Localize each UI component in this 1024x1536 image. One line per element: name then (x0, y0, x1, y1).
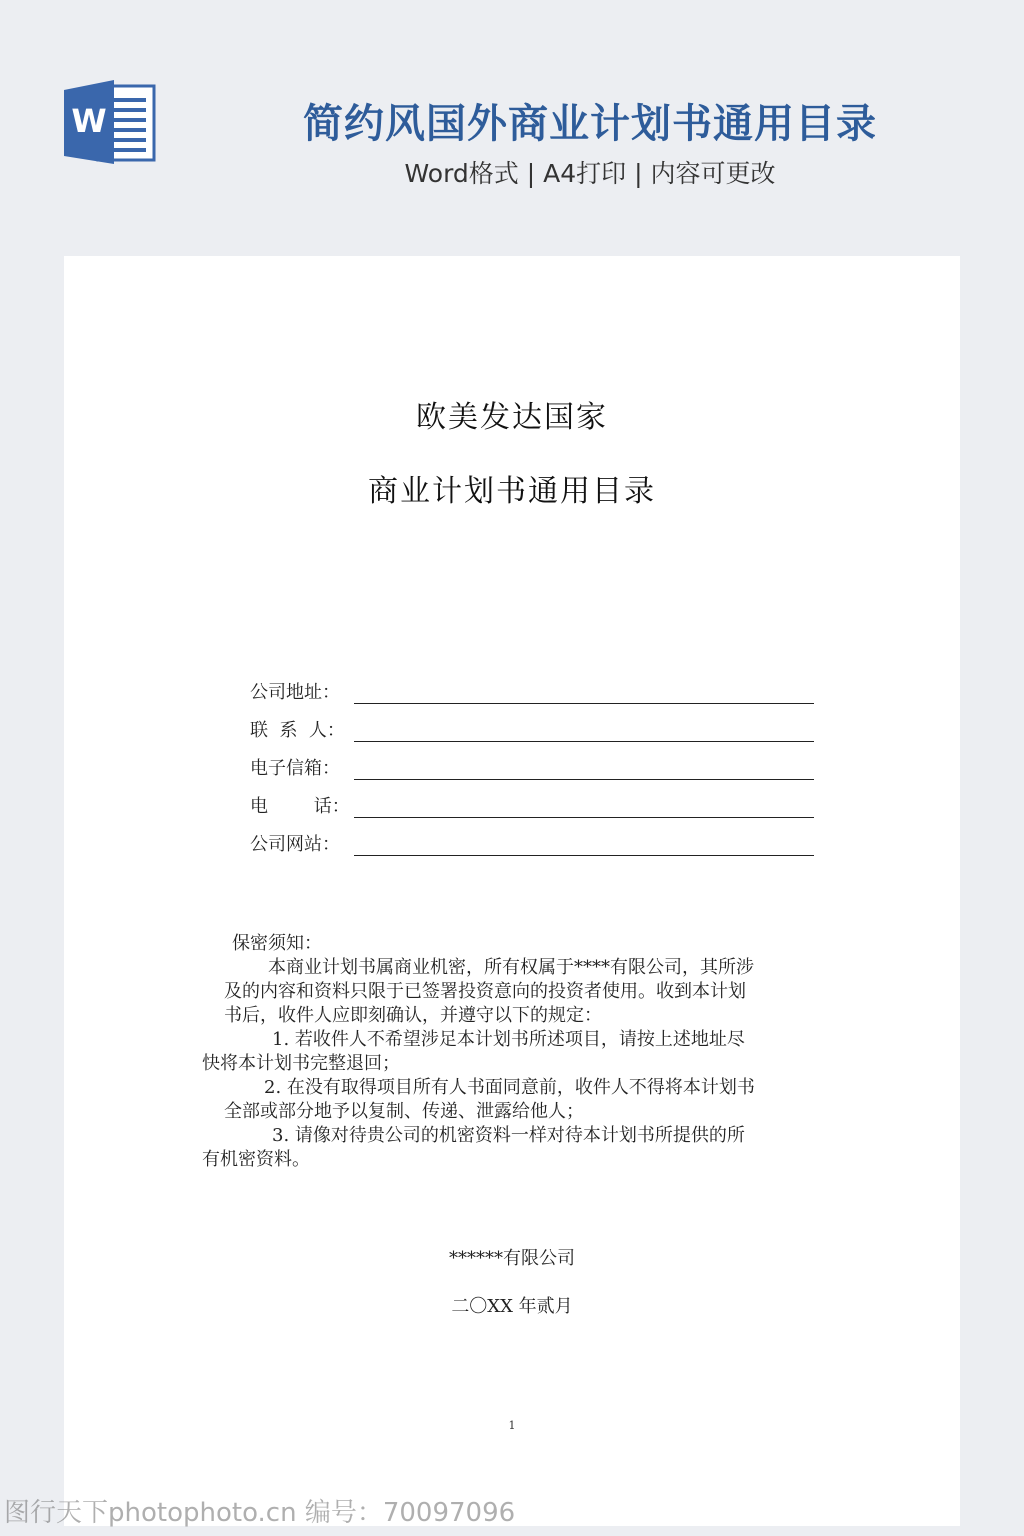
company-name: ******有限公司 (449, 1248, 575, 1269)
notice-line: 书后，收件人应即刻确认，并遵守以下的规定： (224, 1005, 602, 1026)
field-blank-line[interactable] (354, 681, 814, 704)
field-blank-line[interactable] (354, 757, 814, 780)
word-document-icon (64, 80, 156, 164)
field-label: 公司地址： (250, 682, 340, 703)
field-blank-line[interactable] (354, 833, 814, 856)
notice-line: 1. 若收件人不希望涉足本计划书所述项目，请按上述地址尽 (272, 1029, 745, 1050)
field-label: 电 话： (250, 796, 350, 817)
field-website[interactable] (250, 822, 814, 856)
field-label: 电子信箱： (250, 758, 340, 779)
field-phone[interactable] (250, 784, 814, 818)
watermark-text: 图行天下photophoto.cn 编号：70097096 (4, 1498, 516, 1528)
field-company-address[interactable] (250, 670, 814, 704)
field-email[interactable] (250, 746, 814, 780)
notice-heading: 保密须知： (232, 933, 322, 954)
document-page (64, 256, 960, 1526)
page-number: 1 (508, 1419, 516, 1432)
doc-title-line1: 欧美发达国家 (416, 400, 608, 435)
notice-line: 全部或部分地予以复制、传递、泄露给他人； (224, 1101, 584, 1122)
field-contact-person[interactable] (250, 708, 814, 742)
field-label: 公司网站： (250, 834, 340, 855)
word-icon-letter: W (71, 102, 107, 140)
field-label: 联 系 人： (250, 720, 345, 741)
field-blank-line[interactable] (354, 719, 814, 742)
notice-line: 2. 在没有取得项目所有人书面同意前，收件人不得将本计划书 (264, 1077, 755, 1098)
notice-line: 本商业计划书属商业机密，所有权属于****有限公司，其所涉 (268, 957, 754, 978)
banner-subtitle: Word格式 | A4打印 | 内容可更改 (404, 159, 776, 188)
notice-line: 快将本计划书完整退回； (202, 1053, 400, 1074)
banner-title: 简约风国外商业计划书通用目录 (303, 101, 877, 147)
notice-line: 及的内容和资料只限于已签署投资意向的投资者使用。收到本计划 (224, 981, 746, 1002)
document-date: 二〇XX 年贰月 (451, 1296, 573, 1317)
field-blank-line[interactable] (354, 795, 814, 818)
notice-line: 3. 请像对待贵公司的机密资料一样对待本计划书所提供的所 (272, 1125, 745, 1146)
doc-title-line2: 商业计划书通用目录 (368, 474, 656, 509)
notice-line: 有机密资料。 (202, 1149, 310, 1170)
